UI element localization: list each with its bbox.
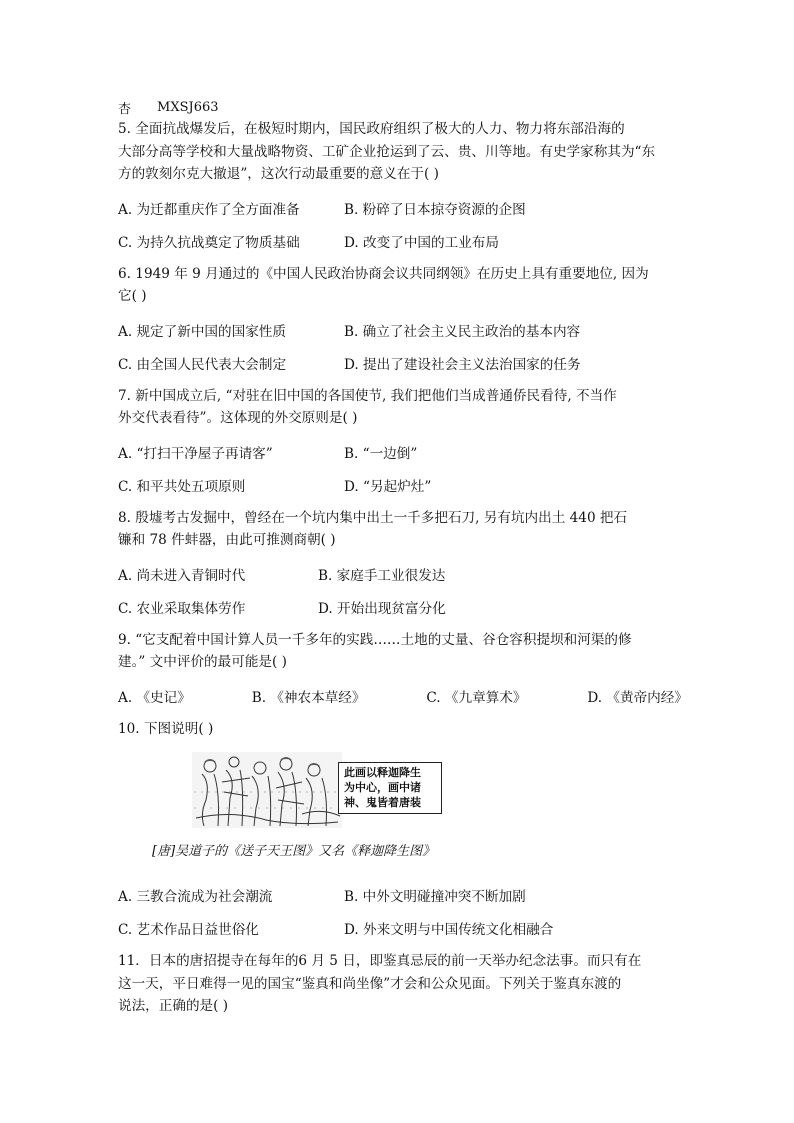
option-c[interactable]: C. 为持久抗战奠定了物质基础 <box>118 234 300 251</box>
question-stem: 10. 下图说明( ) <box>118 720 214 737</box>
option-b[interactable]: B. 确立了社会主义民主政治的基本内容 <box>344 323 581 340</box>
question-stem: 5. 全面抗战爆发后，在极短时期内，国民政府组织了极大的人力、物力将东部沿海的 大部分高等学校和大量战略物资、工矿企业抢运到了云、贵、川等地。有史学家称其为“东 方的敦刻尔克大撤退”，这次行动最重要的意义在于( ) <box>118 121 656 182</box>
figure-note-box: 此画以释迦降生 为中心，画中诸 神、鬼皆着唐装 <box>338 762 442 814</box>
option-row <box>118 596 688 618</box>
question-stem: 6. 1949 年 9 月通过的《中国人民政治协商会议共同纲领》在历史上具有重要地位, 因为 它( ) <box>118 265 649 304</box>
figure-caption: [唐]吴道子的《送子天王图》又名《释迦降生图》 <box>152 844 436 859</box>
question-8 <box>118 507 688 618</box>
option-b[interactable]: B. “一边倒” <box>344 445 418 462</box>
page-header <box>118 96 688 118</box>
question-5 <box>118 118 688 252</box>
question-6 <box>118 263 688 374</box>
header-code: MXSJ663 <box>157 99 219 115</box>
option-row <box>118 441 688 463</box>
question-stem: 8. 殷墟考古发掘中，曾经在一个坑内集中出土一千多把石刀, 另有坑内出土 440 把石 镰和 78 件蚌器，由此可推测商朝( ) <box>118 509 628 548</box>
option-d[interactable]: D. 外来文明与中国传统文化相融合 <box>344 922 554 938</box>
option-row <box>118 352 688 374</box>
option-a[interactable]: A. 尚未进入青铜时代 <box>118 567 246 584</box>
option-b[interactable]: B. 家庭手工业很发达 <box>318 567 446 584</box>
option-c[interactable]: C. 《九章算术》 <box>426 689 527 706</box>
painting-figure <box>192 752 450 828</box>
question-10 <box>118 718 688 940</box>
option-b[interactable]: B. 粉碎了日本掠夺资源的企图 <box>344 201 526 218</box>
option-a[interactable]: A. 《史记》 <box>118 689 191 706</box>
option-d[interactable]: D. “另起炉灶” <box>344 478 432 495</box>
option-row <box>118 884 688 906</box>
option-c[interactable]: C. 艺术作品日益世俗化 <box>118 922 259 938</box>
question-9 <box>118 629 688 707</box>
option-row <box>118 563 688 585</box>
option-c[interactable]: C. 由全国人民代表大会制定 <box>118 356 287 373</box>
option-a[interactable]: A. 规定了新中国的国家性质 <box>118 323 286 340</box>
option-d[interactable]: D. 《黄帝内经》 <box>587 689 688 706</box>
exam-page <box>118 96 688 1018</box>
option-row <box>118 230 688 252</box>
question-stem: 11．日本的唐招提寺在每年的6 月 5 日，即鉴真忌辰的前一天举办纪念法事。而只有在 这一天，平日难得一见的国宝“鉴真和尚坐像”才会和公众见面。下列关于鉴真东渡的 说法，正确的是( ) <box>118 953 642 1014</box>
question-11 <box>118 950 688 1018</box>
option-row <box>118 685 688 707</box>
question-7 <box>118 385 688 496</box>
question-stem: 7. 新中国成立后, “对驻在旧中国的各国使节, 我们把他们当成普通侨民看待, 不当作 外交代表看待”。这体现的外交原则是( ) <box>118 387 617 426</box>
option-row <box>118 319 688 341</box>
painting-sketch-icon <box>192 752 342 828</box>
option-d[interactable]: D. 提出了建设社会主义法治国家的任务 <box>344 356 581 373</box>
option-d[interactable]: D. 开始出现贫富分化 <box>318 600 446 617</box>
option-c[interactable]: C. 农业采取集体劳作 <box>118 600 246 617</box>
option-d[interactable]: D. 改变了中国的工业布局 <box>344 234 499 251</box>
option-b[interactable]: B. 中外文明碰撞冲突不断加剧 <box>344 889 526 905</box>
option-row <box>118 197 688 219</box>
option-row <box>118 917 688 939</box>
option-row <box>118 474 688 496</box>
option-a[interactable]: A. 三教合流成为社会潮流 <box>118 889 273 905</box>
option-a[interactable]: A. 为迁都重庆作了全方面准备 <box>118 201 300 218</box>
header-mark: 杏 <box>118 101 132 117</box>
option-c[interactable]: C. 和平共处五项原则 <box>118 478 246 495</box>
question-stem: 9. “它支配着中国计算人员一千多年的实践……土地的丈量、谷仓容积提坝和河渠的修 建。” 文中评价的最可能是( ) <box>118 631 632 670</box>
option-a[interactable]: A. “打扫干净屋子再请客” <box>118 445 273 462</box>
option-b[interactable]: B. 《神农本草经》 <box>251 689 366 706</box>
